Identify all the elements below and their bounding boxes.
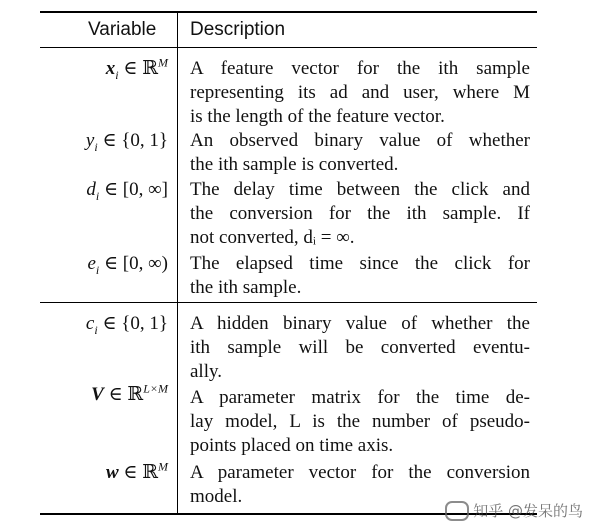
var-y: $y_i$ ∈ {0, 1} xyxy=(85,130,168,154)
desc-line: lay model, L is the number of pseudo- xyxy=(190,411,530,432)
desc-line: model. xyxy=(190,486,243,507)
desc-line: is the length of the feature vector. xyxy=(190,106,445,127)
desc-line: the ith sample is converted. xyxy=(190,154,399,175)
group-rule xyxy=(40,302,537,303)
desc-line: not converted, dᵢ = ∞. xyxy=(190,227,355,248)
desc-y xyxy=(190,129,530,177)
desc-line: representing its ad and user, where M xyxy=(190,82,530,103)
desc-line: A hidden binary value of whether the xyxy=(190,313,530,334)
top-rule xyxy=(40,11,537,13)
desc-V xyxy=(190,386,530,458)
var-V: V ∈ ℝ$^{L\times M}$ xyxy=(91,381,168,405)
desc-line: points placed on time axis. xyxy=(190,435,394,456)
desc-line: A parameter matrix for the time de- xyxy=(190,387,530,408)
desc-line: A feature vector for the ith sample xyxy=(190,58,530,79)
var-e: $e_i$ ∈ [0, ∞) xyxy=(87,253,168,277)
desc-line: ith sample will be converted eventu- xyxy=(190,337,530,358)
desc-d xyxy=(190,178,530,250)
desc-line: The delay time between the click and xyxy=(190,179,530,200)
desc-e xyxy=(190,252,530,300)
var-w: w ∈ ℝ$^M$ xyxy=(105,459,168,483)
desc-x xyxy=(190,57,530,129)
var-c: $c_i$ ∈ {0, 1} xyxy=(85,313,168,337)
desc-line: the ith sample. xyxy=(190,277,302,298)
watermark xyxy=(445,500,583,521)
column-divider xyxy=(177,13,178,513)
desc-c xyxy=(190,312,530,384)
desc-line: An observed binary value of whether xyxy=(190,130,530,151)
header-variable: Variable xyxy=(88,19,157,40)
zhihu-logo-icon xyxy=(445,501,469,521)
desc-line: the conversion for the ith sample. If xyxy=(190,203,530,224)
header-description: Description xyxy=(190,19,286,40)
var-x: $x_i$ ∈ ℝ$^M$ xyxy=(105,55,168,82)
watermark-text: 知乎 @发呆的鸟 xyxy=(473,502,583,520)
var-d: $d_i$ ∈ [0, ∞] xyxy=(86,179,168,203)
header-rule xyxy=(40,47,537,48)
desc-line: A parameter vector for the conversion xyxy=(190,462,530,483)
desc-line: The elapsed time since the click for xyxy=(190,253,530,274)
desc-line: ally. xyxy=(190,361,223,382)
